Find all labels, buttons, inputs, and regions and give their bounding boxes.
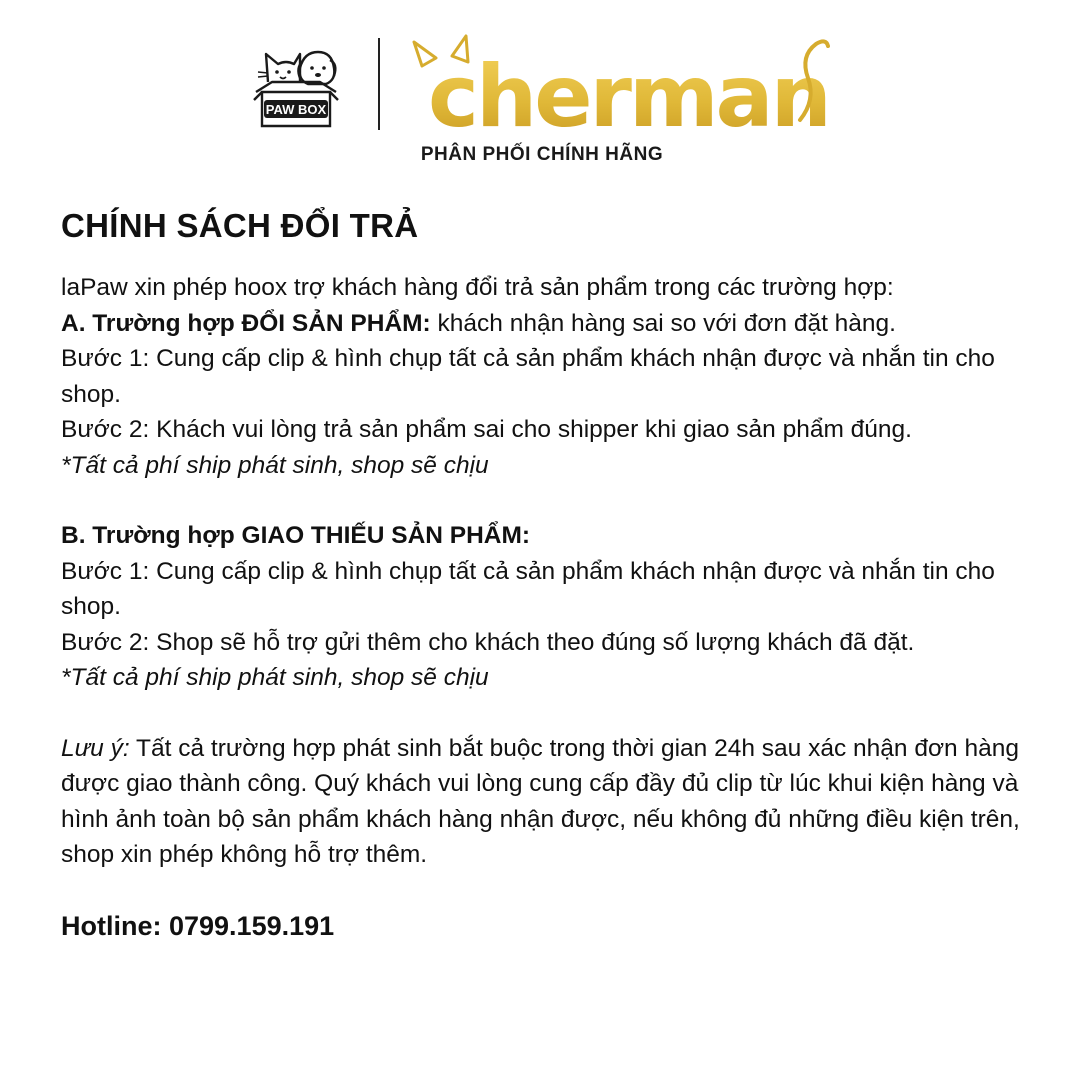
spacer: [61, 483, 1021, 518]
section-a-desc: khách nhận hàng sai so với đơn đặt hàng.: [430, 309, 896, 337]
section-a-line: [61, 306, 1021, 342]
cherman-logo-text: cherman: [428, 47, 829, 140]
pawbox-logo: [250, 38, 342, 130]
pawbox-logo-text: PAW BOX: [265, 102, 327, 117]
notice-paragraph: [61, 731, 1021, 873]
logo-divider: [378, 38, 380, 130]
section-a-step2: Bước 2: Khách vui lòng trả sản phẩm sai cho shipper khi giao sản phẩm đúng.: [61, 416, 912, 443]
section-a-note: *Tất cả phí ship phát sinh, shop sẽ chịu: [61, 451, 489, 479]
intro-text: laPaw xin phép hoox trợ khách hàng đổi trả sản phẩm trong các trường hợp:: [61, 274, 894, 301]
section-b-heading: B. Trường hợp GIAO THIẾU SẢN PHẨM:: [61, 522, 531, 549]
header: [0, 0, 1080, 180]
spacer: [61, 873, 1021, 908]
notice-label: Lưu ý:: [61, 734, 130, 762]
section-b-step2: Bước 2: Shop sẽ hỗ trợ gửi thêm cho khách theo đúng số lượng khách đã đặt.: [61, 628, 915, 656]
notice-text: Tất cả trường hợp phát sinh bắt buộc trong thời gian 24h sau xác nhận đơn hàng được giao thành công. Quý khách vui lòng cung cấp đầy đủ clip từ lúc khui kiện hàng và hình ảnh toàn bộ sản phẩm khách hàng nhận được, nếu không đủ những điều kiện trên, shop xin phép không hỗ trợ thêm.: [61, 734, 1020, 868]
page-title: CHÍNH SÁCH ĐỔI TRẢ: [61, 207, 419, 244]
policy-content: [61, 204, 1021, 944]
spacer: [61, 696, 1021, 731]
section-a-heading: A. Trường hợp ĐỔI SẢN PHẨM:: [61, 309, 431, 337]
cherman-logo: [412, 30, 832, 140]
section-b-note: *Tất cả phí ship phát sinh, shop sẽ chịu: [61, 664, 489, 691]
tagline: PHÂN PHỐI CHÍNH HÃNG: [420, 144, 664, 165]
section-a-step1: Bước 1: Cung cấp clip & hình chụp tất cả sản phẩm khách nhận được và nhắn tin cho shop.: [61, 345, 995, 408]
hotline[interactable]: Hotline: 0799.159.191: [61, 910, 335, 941]
section-b-step1: Bước 1: Cung cấp clip & hình chụp tất cả sản phẩm khách nhận được và nhắn tin cho shop.: [61, 557, 995, 620]
